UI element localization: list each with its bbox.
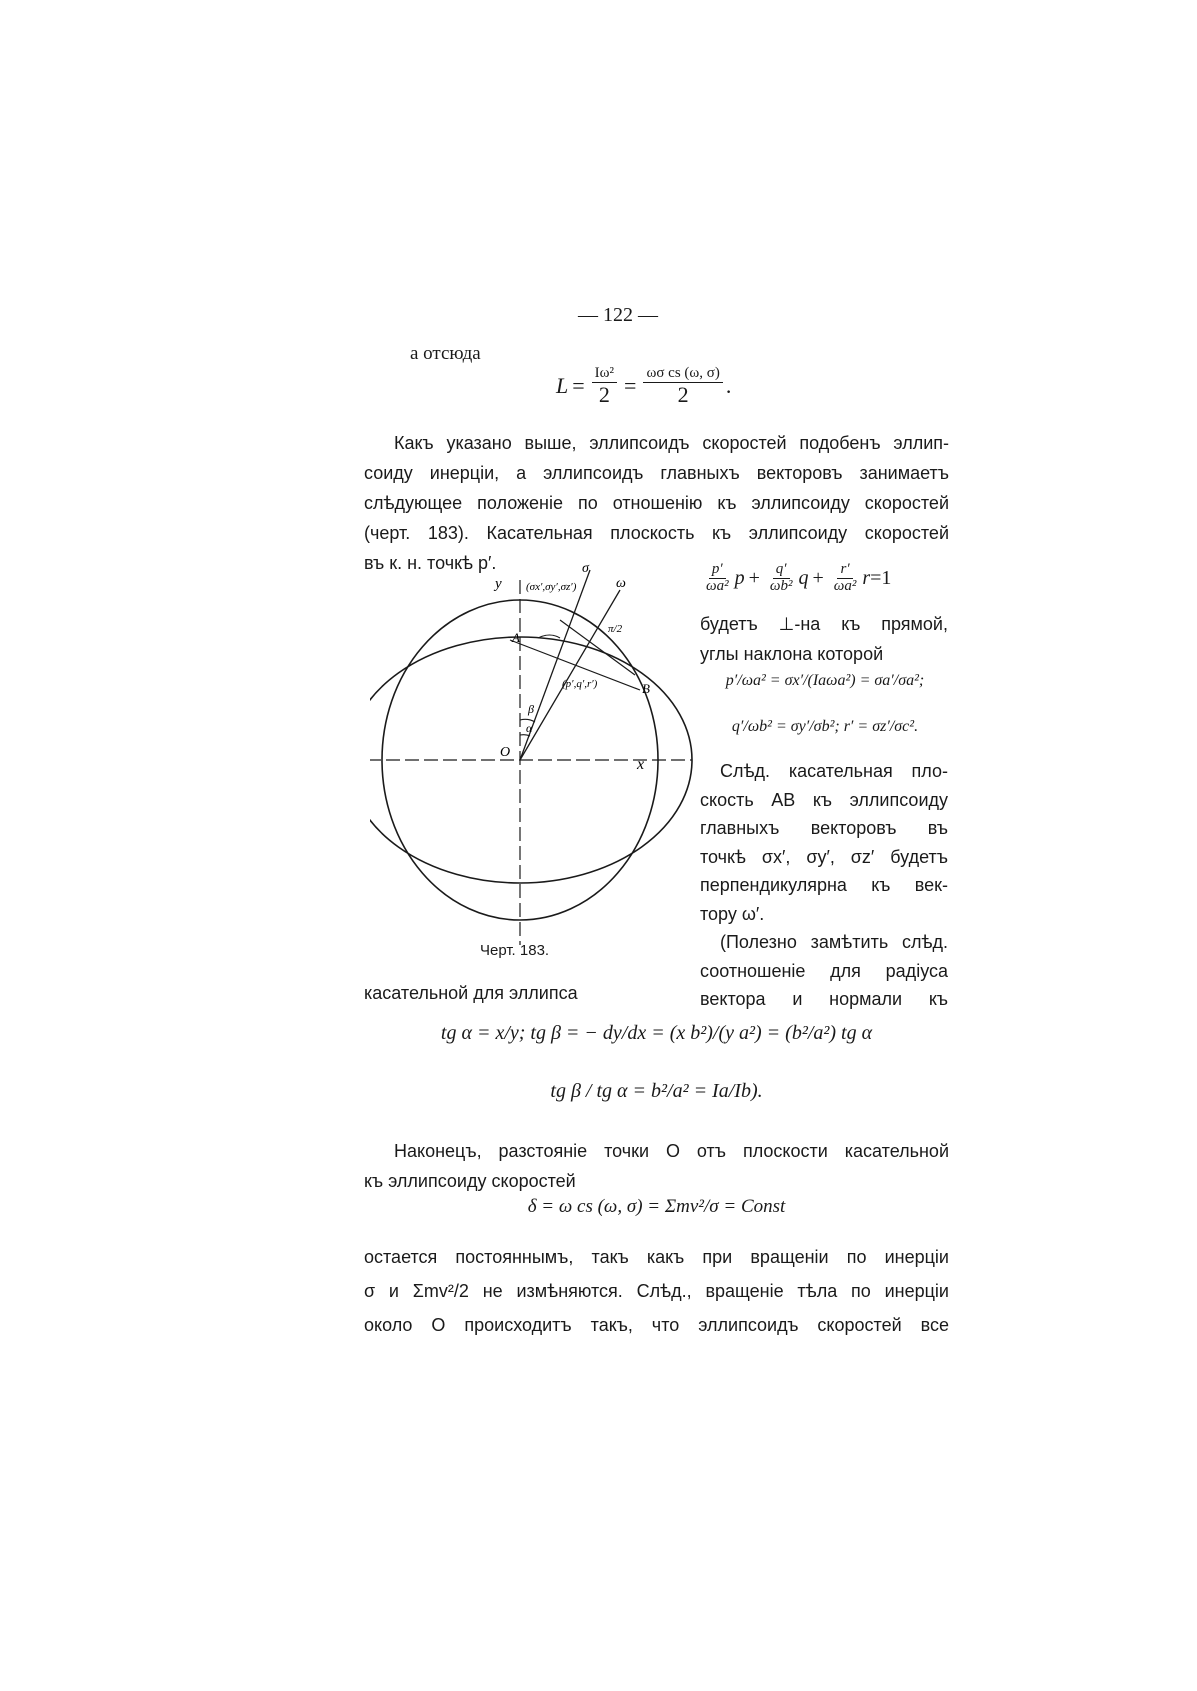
formula-tg-2: tg β / tg α = b²/a² = Ia/Ib). <box>550 1080 763 1102</box>
side-line-2: углы наклона которой <box>700 644 884 664</box>
para1-line: соиду инерціи, а эллипсоидъ главныхъ векторовъ занимаетъ <box>364 463 949 483</box>
figure-183 <box>370 560 710 960</box>
para1-line: въ к. н. точкѣ p′. <box>364 553 497 573</box>
side-para-line: соотношеніе для радіуса <box>700 960 948 981</box>
paragraph-3 <box>364 1240 949 1342</box>
para1-line: Какъ указано выше, эллипсоидъ скоростей подобенъ эллип- <box>394 433 949 453</box>
formula-L: L = $\frac{\text{Iω²}}{2}$ = $\frac{\text{ωσ cs (ω, σ)}}{2}$ . <box>556 365 732 407</box>
page-number: — 122 — <box>578 304 658 326</box>
side-para-line: перпендикулярна къ век- <box>700 875 948 895</box>
intro-text: а отсюда <box>410 343 481 364</box>
para1-line: (черт. 183). Касательная плоскость къ эллипсоиду скоростей <box>364 523 949 543</box>
side-paragraph <box>700 757 948 1014</box>
label-point-p: (p′,q′,r′) <box>562 678 598 690</box>
label-x: x <box>637 756 645 773</box>
after-figure-text: касательной для эллипса <box>364 983 578 1003</box>
label-sigma: σ <box>582 561 589 576</box>
paragraph-1 <box>364 428 949 578</box>
label-beta: β <box>528 702 534 716</box>
formula-delta: δ = ω cs (ω, σ) = Σmv²/σ = Const <box>527 1196 786 1217</box>
label-omega: ω <box>616 576 626 591</box>
side-para-line: точкѣ σx′, σy′, σz′ будетъ <box>700 846 948 867</box>
label-o: O <box>500 745 511 760</box>
omega-ray <box>520 590 620 760</box>
side-para-line: вектора и нормали къ <box>700 989 948 1009</box>
side-para-line: (Полезно замѣтить слѣд. <box>720 932 948 952</box>
side-line-1: будетъ ⊥-на къ прямой, <box>700 614 948 634</box>
paragraph-2 <box>364 1136 949 1196</box>
side-para-line: тору ω′. <box>700 903 765 924</box>
side-eq1: $\frac{p'}{\text{ωa²}}$ p + $\frac{q'}{\text{ωb²}}$ q + $\frac{r'}{\text{ωa²}}$ r =1 <box>706 561 892 594</box>
side-eq2: p′/ωa² = σx′/(Iaωa²) = σa′/σa²; <box>725 672 925 689</box>
label-a: A <box>512 630 520 645</box>
para3-line: σ и Σmv²/2 не измѣняются. Слѣд., вращеніе тѣла по инерціи <box>364 1281 949 1301</box>
para3-line: остается постояннымъ, такъ какъ при вращеніи по инерціи <box>364 1247 949 1267</box>
side-lines <box>700 609 948 669</box>
side-para-line: главныхъ векторовъ въ <box>700 818 948 838</box>
label-y: y <box>495 576 502 592</box>
side-para-line: Слѣд. касательная пло- <box>720 761 948 781</box>
label-point-sigma: (σx′,σy′,σz′) <box>526 581 577 593</box>
para2-line: Наконецъ, разстояніе точки O отъ плоскости касательной <box>394 1141 949 1161</box>
para3-line: около O происходитъ такъ, что эллипсоидъ скоростей все <box>364 1315 949 1335</box>
label-alpha: α <box>526 721 533 735</box>
para1-line: слѣдующее положеніе по отношенію къ эллипсоиду скоростей <box>364 493 949 513</box>
side-eq3: q′/ωb² = σy′/σb²; r′ = σz′/σc². <box>731 718 919 735</box>
para2-line: къ эллипсоиду скоростей <box>364 1171 576 1191</box>
side-para-line: скость AB къ эллипсоиду <box>700 789 948 810</box>
figure-caption: Черт. 183. <box>480 942 550 959</box>
label-pi2: π/2 <box>608 623 623 635</box>
label-b: B <box>642 681 650 696</box>
formula-tg-1: tg α = x/y; tg β = − dy/dx = (x b²)/(y a²) = (b²/a²) tg α <box>440 1022 873 1044</box>
